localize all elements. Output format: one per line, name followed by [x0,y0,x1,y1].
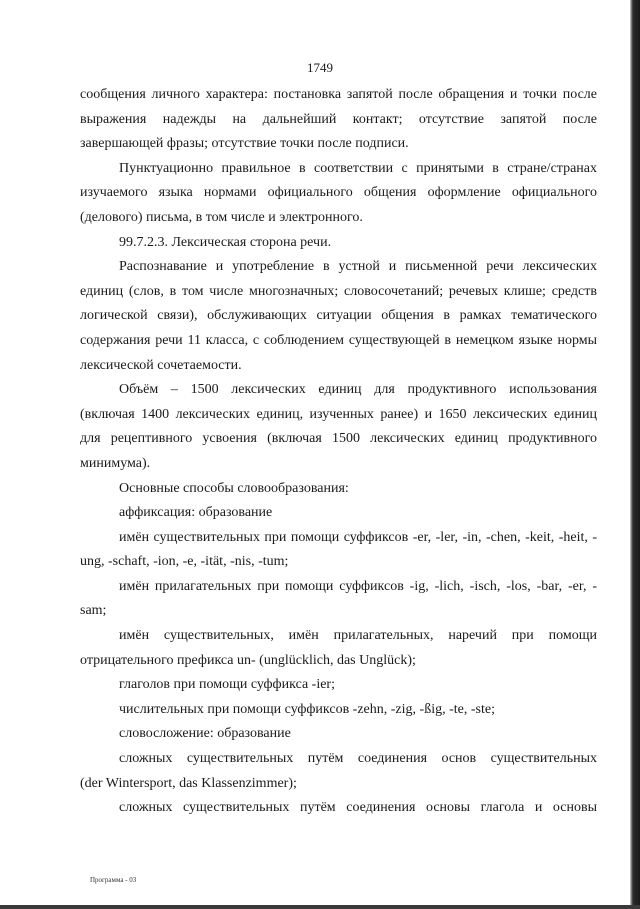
text-line: лексической сочетаемости. [80,357,242,373]
text-line: (der Wintersport, das Klassenzimmer); [80,775,297,791]
text-line: отрицательного префикса un- (unglücklich, das Unglück); [80,652,416,668]
scan-edge-right [630,0,640,909]
scan-edge-bottom [0,905,640,909]
page-number: 1749 [307,60,333,75]
text-line: завершающей фразы; отсутствие точки после подписи. [80,136,409,152]
text-line: словосложение: образование [119,726,291,742]
document-body [80,83,597,821]
page-footer: Программа - 03 [90,876,137,884]
text-line: sam; [80,603,107,619]
text-line: имён существительных при помощи суффиксов -er, -ler, -in, -chen, -keit, -heit, - [119,529,597,545]
text-line: выражения надежды на дальнейший контакт; отсутствие запятой после [80,111,597,127]
text-line: для рецептивного усвоения (включая 1500 лексических единиц продуктивного [80,431,597,447]
text-line: сложных существительных путём соединения основы глагола и основы [119,800,597,816]
text-line: аффиксация: образование [119,505,273,521]
text-line: имён существительных, имён прилагательных, наречий при помощи [119,628,597,644]
text-line: минимума). [80,455,151,471]
text-line: числительных при помощи суффиксов -zehn, -zig, -ßig, -te, -ste; [119,701,495,717]
text-line: логической связи), обслуживающих ситуации общения в рамках тематического [80,308,597,324]
text-line: изучаемого языка нормами официального общения оформление официального [80,185,597,201]
text-line: ung, -schaft, -ion, -e, -ität, -nis, -tum; [80,554,289,570]
text-line: Распознавание и употребление в устной и письменной речи лексических [119,259,597,275]
text-line: 99.7.2.3. Лексическая сторона речи. [119,234,332,250]
text-line: Пунктуационно правильное в соответствии с принятыми в стране/странах [119,160,597,176]
text-line: (делового) письма, в том числе и электронного. [80,209,363,225]
text-line: имён прилагательных при помощи суффиксов -ig, -lich, -isch, -los, -bar, -er, - [119,578,597,594]
text-line: содержания речи 11 класса, с соблюдением существующей в немецком языке нормы [80,332,597,348]
text-line: (включая 1400 лексических единиц, изученных ранее) и 1650 лексических единиц [80,406,597,422]
text-line: Основные способы словообразования: [119,480,349,496]
text-line: сложных существительных путём соединения основ существительных [119,751,597,767]
text-line: единиц (слов, в том числе многозначных; словосочетаний; речевых клише; средств [80,283,597,299]
text-line: глаголов при помощи суффикса -ier; [119,677,335,693]
text-line: Объём – 1500 лексических единиц для продуктивного использования [119,382,597,398]
text-line: сообщения личного характера: постановка запятой после обращения и точки после [80,87,597,102]
